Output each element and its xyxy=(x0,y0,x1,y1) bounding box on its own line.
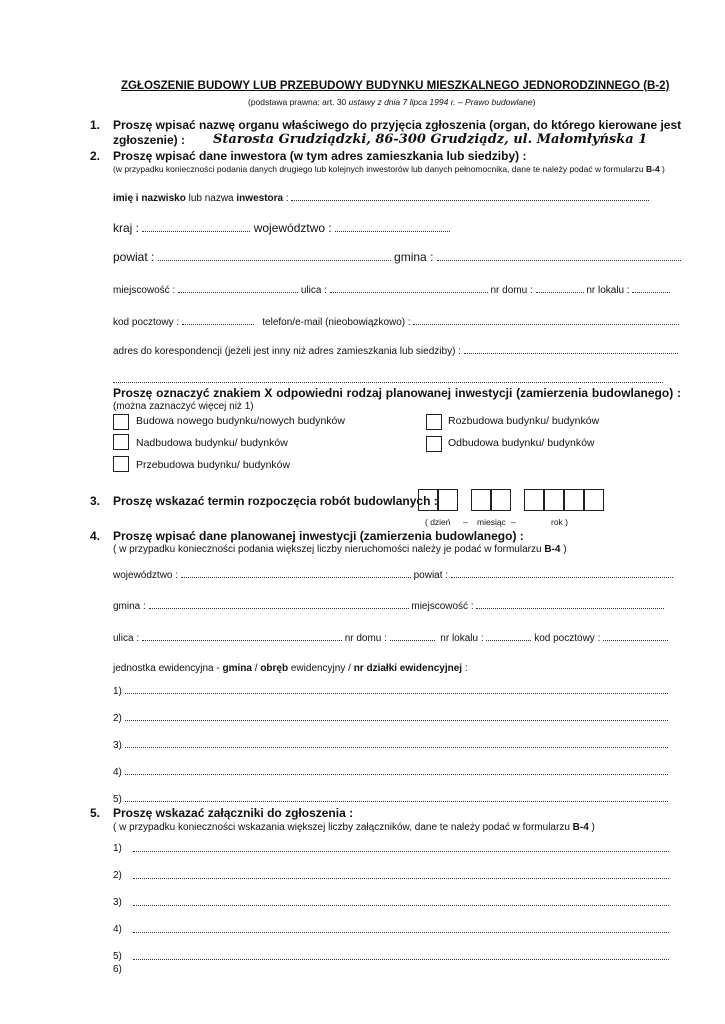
checkbox-reconstruction[interactable] xyxy=(426,436,442,452)
attachment-line: 6) xyxy=(113,964,122,975)
plot-line: 2) xyxy=(113,712,668,724)
section-2-note: (w przypadku konieczności podania danych drugiego lub kolejnych inwestorów lub danych pełnomocnika, dane te należy podać w formularzu B-4 ) xyxy=(113,164,665,174)
section-1-question-cont: zgłoszenie) : xyxy=(113,133,186,147)
checkbox-new-building-label: Budowa nowego budynku/nowych budynków xyxy=(136,415,345,427)
section-5-number: 5. xyxy=(90,806,101,820)
checkbox-extension[interactable] xyxy=(426,414,442,430)
investor-street-input[interactable] xyxy=(330,284,488,293)
section-2-question: Proszę wpisać dane inwestora (w tym adres zamieszkania lub siedziby) : xyxy=(113,149,527,163)
checkbox-rebuilding-label: Przebudowa budynku/ budynków xyxy=(136,459,291,471)
plot-input-4[interactable] xyxy=(125,766,668,775)
section-3-number: 3. xyxy=(90,494,101,508)
checkbox-extension-label: Rozbudowa budynku/ budynków xyxy=(448,415,600,427)
date-day-digit-1[interactable] xyxy=(418,489,438,511)
date-year-label: rok ) xyxy=(551,517,568,527)
section-4-question: Proszę wpisać dane planowanej inwestycji (zamierzenia budowlanego) : xyxy=(113,529,524,543)
plot-input-2[interactable] xyxy=(125,712,668,721)
investor-locality-input[interactable] xyxy=(178,284,298,293)
section-1-question: Proszę wpisać nazwę organu właściwego do przyjęcia zgłoszenia (organ, do którego kierowane jest xyxy=(113,118,682,132)
section-2-number: 2. xyxy=(90,149,101,163)
investment-commune-input[interactable] xyxy=(149,600,409,609)
section-5-note: ( w przypadku konieczności wskazania większej liczby załączników, dane te należy podać w formularzu B-4 ) xyxy=(113,822,595,833)
checkbox-new-building[interactable] xyxy=(113,414,129,430)
section-3-question: Proszę wskazać termin rozpoczęcia robót budowlanych : xyxy=(113,494,438,508)
section-5-question: Proszę wskazać załączniki do zgłoszenia : xyxy=(113,806,354,820)
investor-flat-no-input[interactable] xyxy=(632,284,670,293)
investor-postal-row: kod pocztowy : telefon/e-mail (nieobowiązkowo) : xyxy=(113,316,679,328)
investor-voivodeship-input[interactable] xyxy=(335,223,450,232)
attachment-line: 2) xyxy=(113,870,122,881)
date-month-digit-1[interactable] xyxy=(471,489,491,511)
attachment-input-5[interactable] xyxy=(133,951,669,960)
investment-type-question: Proszę oznaczyć znakiem X odpowiedni rodzaj planowanej inwestycji (zamierzenia budowlanego) : xyxy=(113,386,681,400)
plot-input-1[interactable] xyxy=(125,685,668,694)
form-title: ZGŁOSZENIE BUDOWY LUB PRZEBUDOWY BUDYNKU MIESZKALNEGO JEDNORODZINNEGO (B-2) xyxy=(121,80,670,92)
investment-commune-row: gmina : miejscowość : xyxy=(113,600,664,612)
plot-line: 1) xyxy=(113,685,668,697)
investment-house-no-input[interactable] xyxy=(390,632,435,641)
investment-street-row: ulica : nr domu : nr lokalu : kod pocztowy : xyxy=(113,632,668,644)
investor-commune-input[interactable] xyxy=(437,252,681,261)
investor-name-input[interactable] xyxy=(291,192,649,201)
attachment-input-1[interactable] xyxy=(133,843,669,852)
date-month-label: miesiąc xyxy=(477,517,506,527)
investor-contact-input[interactable] xyxy=(413,316,679,325)
investment-flat-no-input[interactable] xyxy=(486,632,531,641)
investor-name-row: imię i nazwisko lub nazwa inwestora : xyxy=(113,192,649,204)
date-month-digit-2[interactable] xyxy=(491,489,511,511)
date-year-digit-1[interactable] xyxy=(524,489,544,511)
investor-country-input[interactable] xyxy=(142,223,250,232)
plot-line: 4) xyxy=(113,766,668,778)
checkbox-reconstruction-label: Odbudowa budynku/ budynków xyxy=(448,437,595,449)
legal-basis: (podstawa prawna: art. 30 ustawy z dnia 7 lipca 1994 r. – Prawo budowlane) xyxy=(248,97,536,107)
attachment-input-4[interactable] xyxy=(133,924,669,933)
date-day-label: ( dzień xyxy=(425,517,451,527)
plot-line: 5) xyxy=(113,793,668,805)
investment-locality-input[interactable] xyxy=(476,600,664,609)
investment-voivodeship-row: województwo : powiat : xyxy=(113,569,673,581)
attachment-input-2[interactable] xyxy=(133,870,669,879)
investor-county-input[interactable] xyxy=(158,252,391,261)
section-4-number: 4. xyxy=(90,529,101,543)
investment-street-input[interactable] xyxy=(142,632,342,641)
date-year-digit-4[interactable] xyxy=(584,489,604,511)
attachment-input-3[interactable] xyxy=(133,897,669,906)
separator-line xyxy=(113,382,663,383)
date-dash-1: – xyxy=(463,517,468,527)
date-year-digit-2[interactable] xyxy=(544,489,564,511)
attachment-line: 5) xyxy=(113,951,122,962)
checkbox-rebuilding[interactable] xyxy=(113,456,129,472)
plot-label: jednostka ewidencyjna - gmina / obręb ewidencyjny / nr działki ewidencyjnej : xyxy=(113,663,468,674)
plot-input-3[interactable] xyxy=(125,739,668,748)
investment-county-input[interactable] xyxy=(451,569,673,578)
authority-answer[interactable]: Starosta Grudziądzki, 86-300 Grudziądz, ul. Małomłyńska 1 xyxy=(213,132,648,147)
correspondence-input[interactable] xyxy=(464,345,678,354)
date-day-digit-2[interactable] xyxy=(438,489,458,511)
attachment-line: 1) xyxy=(113,843,122,854)
investment-postal-input[interactable] xyxy=(603,632,668,641)
plot-line: 3) xyxy=(113,739,668,751)
investment-voivodeship-input[interactable] xyxy=(181,569,411,578)
section-4-note: ( w przypadku konieczności podania większej liczby nieruchomości należy je podać w formularzu B-4 ) xyxy=(113,544,567,555)
investor-country-row: kraj : województwo : xyxy=(113,221,450,235)
correspondence-row: adres do korespondencji (jeżeli jest inny niż adres zamieszkania lub siedziby) : xyxy=(113,345,678,357)
plot-input-5[interactable] xyxy=(125,793,668,802)
date-year-digit-3[interactable] xyxy=(564,489,584,511)
investor-address-row: miejscowość : ulica : nr domu : nr lokalu : xyxy=(113,284,670,296)
investor-postal-input[interactable] xyxy=(182,316,254,325)
checkbox-superstructure[interactable] xyxy=(113,434,129,450)
date-dash-2: – xyxy=(511,517,516,527)
attachment-line: 4) xyxy=(113,924,122,935)
investment-type-note: (można zaznaczyć więcej niż 1) xyxy=(113,401,254,412)
checkbox-superstructure-label: Nadbudowa budynku/ budynków xyxy=(136,437,288,449)
section-1-number: 1. xyxy=(90,118,101,132)
investor-house-no-input[interactable] xyxy=(536,284,584,293)
investor-county-row: powiat : gmina : xyxy=(113,250,681,264)
attachment-line: 3) xyxy=(113,897,122,908)
